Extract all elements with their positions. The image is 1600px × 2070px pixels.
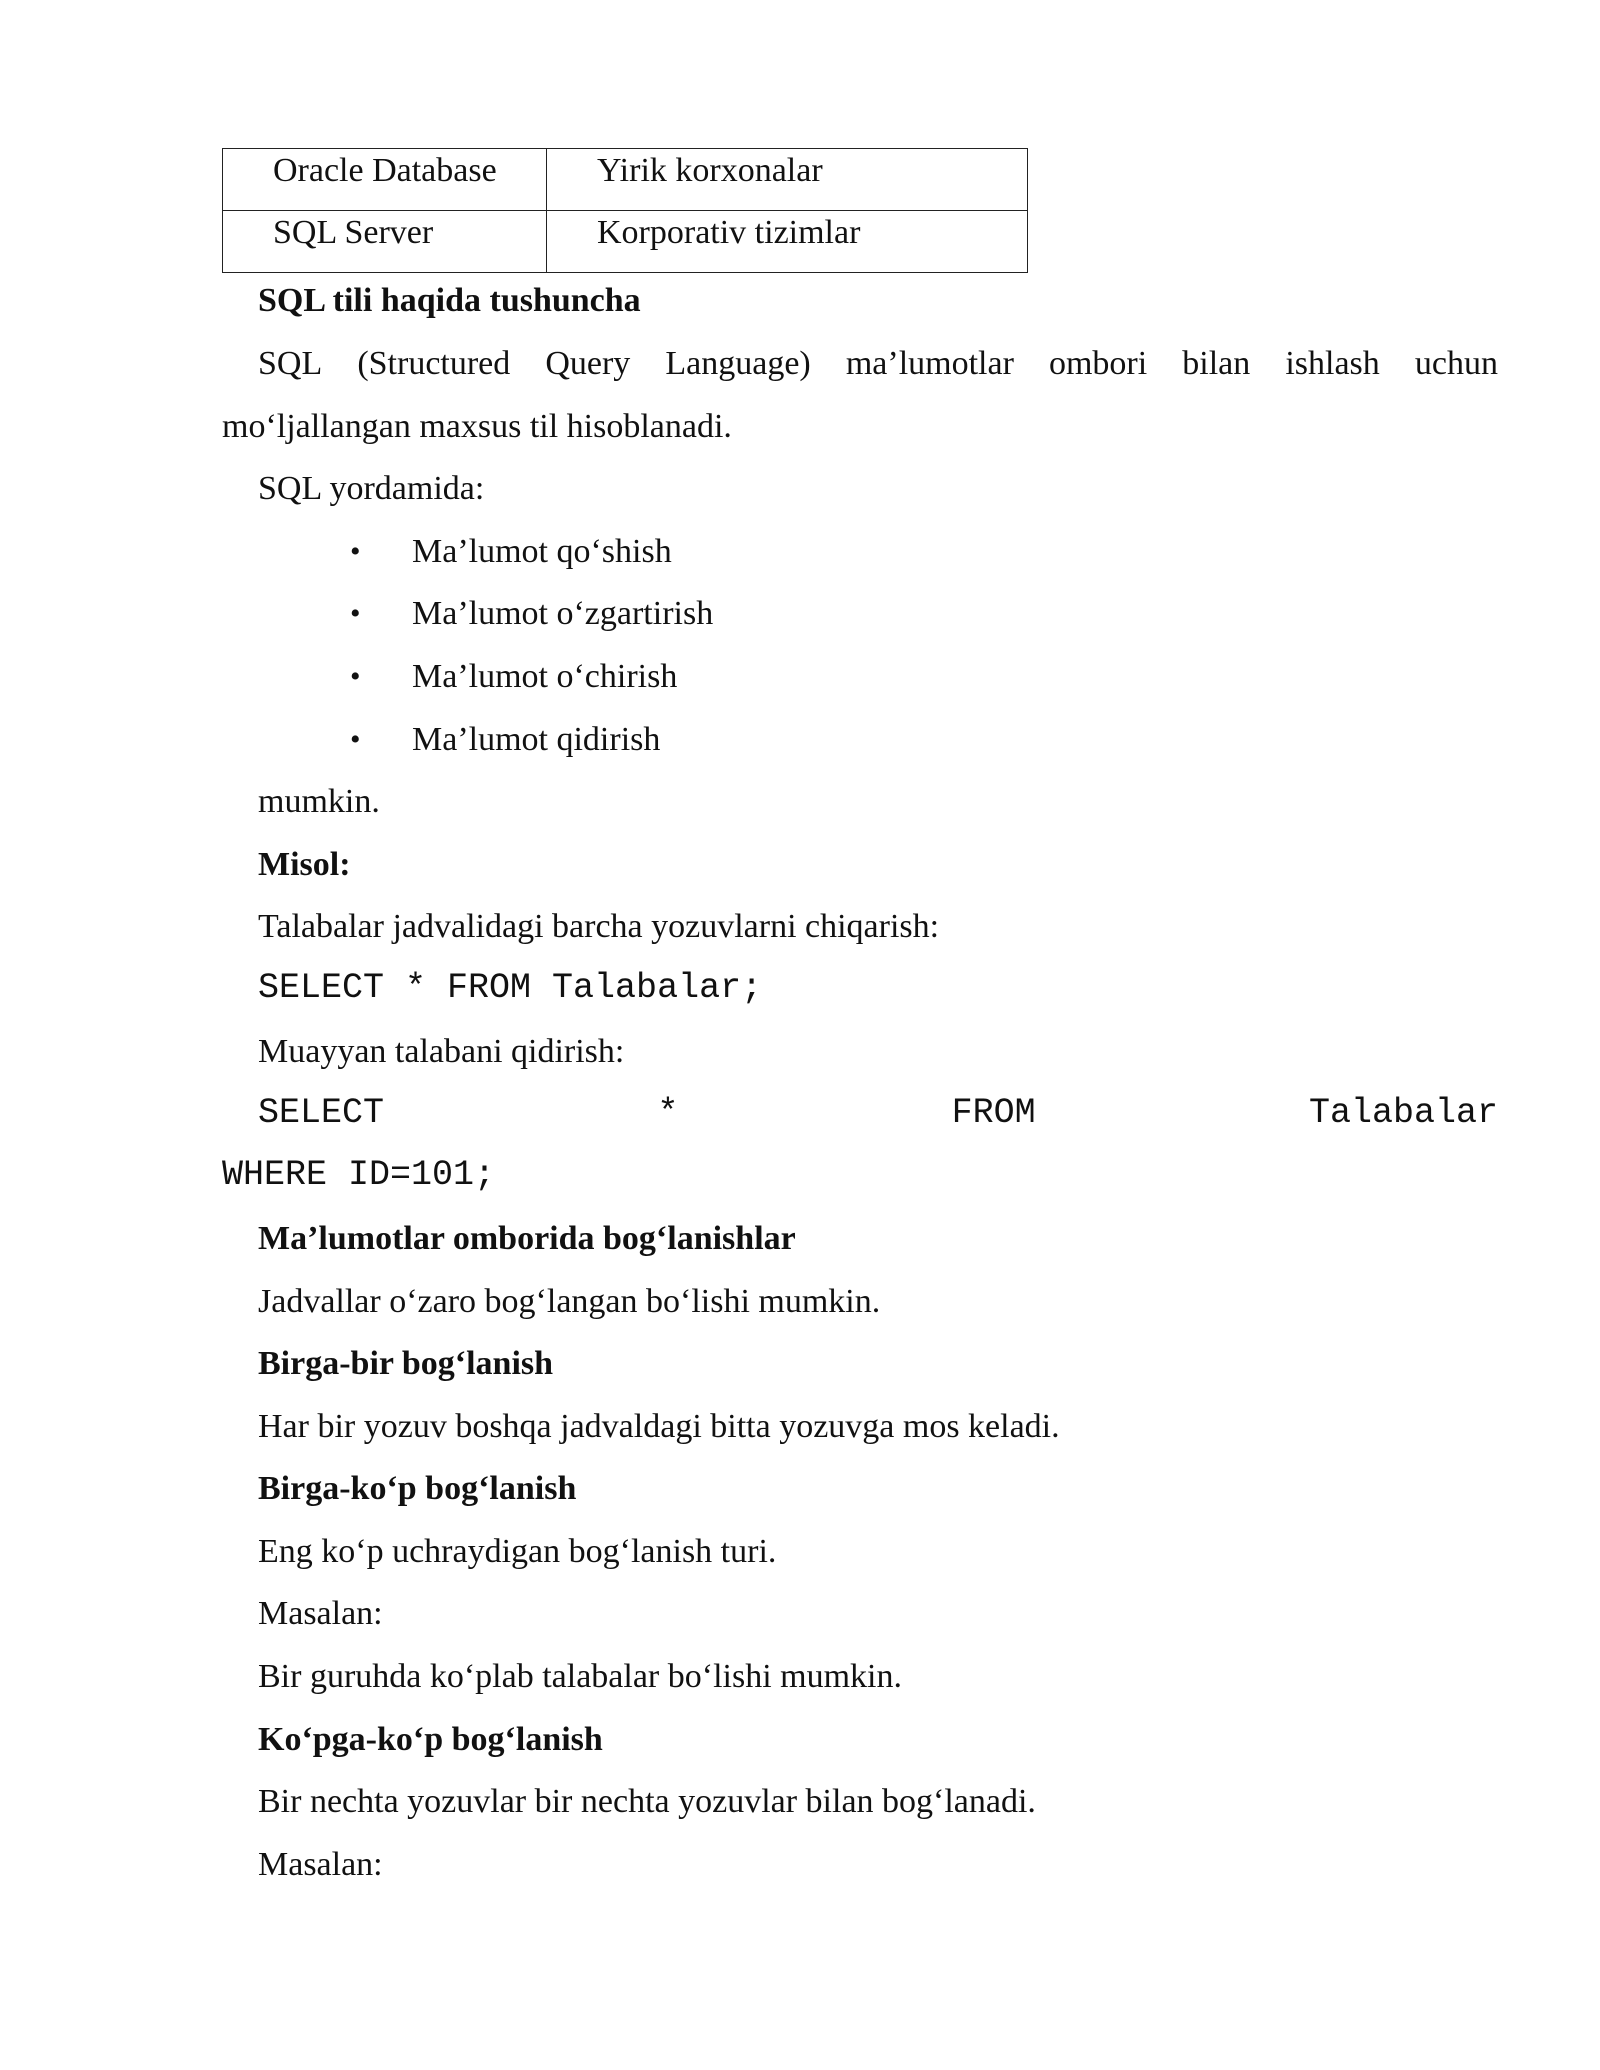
table-cell-name: Oracle Database (223, 149, 547, 211)
list-item: Ma’lumot o‘zgartirish (412, 595, 714, 632)
list-item: Ma’lumot qo‘shish (412, 533, 672, 570)
many-to-many-example-label: Masalan: (258, 1846, 383, 1883)
code-token: SELECT (258, 1093, 385, 1133)
table-cell-use: Yirik korxonalar (547, 149, 1028, 211)
one-to-many-example: Bir guruhda ko‘plab talabalar bo‘lishi mumkin. (258, 1658, 902, 1695)
example1-description: Talabalar jadvalidagi barcha yozuvlarni chiqarish: (258, 908, 940, 945)
word: (Structured (357, 345, 511, 382)
table-cell-name: SQL Server (223, 211, 547, 273)
sql-intro-line (258, 342, 1498, 386)
word: uchun (1414, 345, 1498, 382)
table-cell-use: Korporativ tizimlar (547, 211, 1028, 273)
bullet-icon: • (350, 660, 361, 693)
word: Language) (665, 345, 811, 382)
bullet-icon: • (350, 723, 361, 756)
bullet-icon: • (350, 535, 361, 568)
many-to-many-text: Bir nechta yozuvlar bir nechta yozuvlar bilan bog‘lanadi. (258, 1783, 1036, 1820)
sql-with-label: SQL yordamida: (258, 470, 485, 507)
table-row (223, 211, 1028, 273)
one-to-many-text: Eng ko‘p uchraydigan bog‘lanish turi. (258, 1533, 777, 1570)
word: Query (545, 345, 631, 382)
example1-code: SELECT * FROM Talabalar; (258, 968, 763, 1008)
one-to-one-text: Har bir yozuv boshqa jadvaldagi bitta yozuvga mos keladi. (258, 1408, 1060, 1445)
code-token: Talabalar (1308, 1093, 1498, 1133)
code-token: FROM (951, 1093, 1036, 1133)
one-to-many-example-label: Masalan: (258, 1595, 383, 1632)
table-row (223, 149, 1028, 211)
example2-code-continuation: WHERE ID=101; (222, 1155, 496, 1195)
section-heading-relations: Ma’lumotlar omborida bog‘lanishlar (258, 1220, 796, 1257)
relations-text: Jadvallar o‘zaro bog‘langan bo‘lishi mumkin. (258, 1283, 881, 1320)
bullet-icon: • (350, 597, 361, 630)
section-heading-sql: SQL tili haqida tushuncha (258, 282, 641, 319)
database-table (222, 148, 1028, 273)
sql-intro-continuation: mo‘ljallangan maxsus til hisoblanadi. (222, 408, 732, 445)
many-to-many-heading: Ko‘pga-ko‘p bog‘lanish (258, 1721, 603, 1758)
word: SQL (258, 345, 323, 382)
example-heading: Misol: (258, 846, 351, 883)
word: bilan (1182, 345, 1251, 382)
word: ma’lumotlar (845, 345, 1014, 382)
one-to-one-heading: Birga-bir bog‘lanish (258, 1345, 554, 1382)
mumkin-text: mumkin. (258, 783, 380, 820)
word: ombori (1048, 345, 1148, 382)
list-item: Ma’lumot o‘chirish (412, 658, 678, 695)
word: ishlash (1285, 345, 1380, 382)
one-to-many-heading: Birga-ko‘p bog‘lanish (258, 1470, 577, 1507)
example2-description: Muayyan talabani qidirish: (258, 1033, 625, 1070)
example2-code-line (258, 1091, 1498, 1135)
code-token: * (657, 1093, 679, 1133)
list-item: Ma’lumot qidirish (412, 721, 661, 758)
